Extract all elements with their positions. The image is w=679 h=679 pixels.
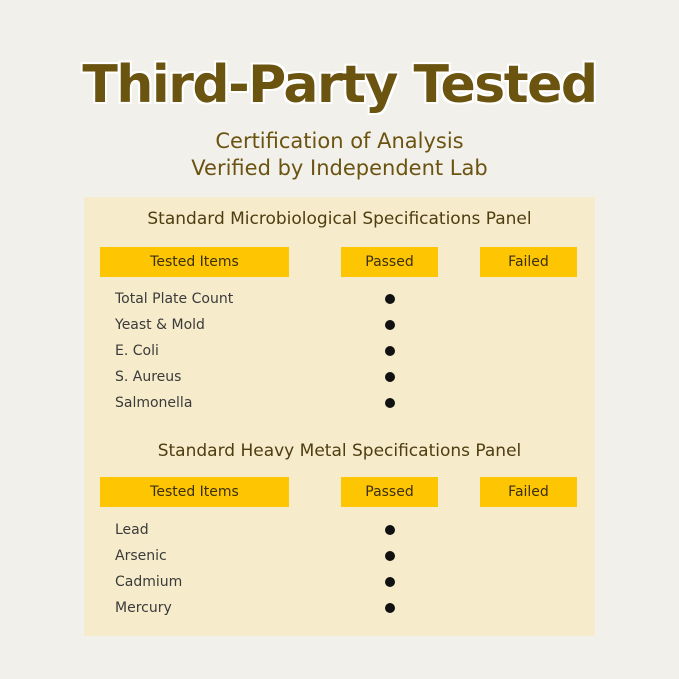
table-row — [84, 364, 595, 390]
bullet-dot-icon — [385, 577, 395, 587]
tested-item-label: S. Aureus — [115, 369, 182, 385]
bullet-dot-icon — [385, 398, 395, 408]
table-row — [84, 338, 595, 364]
results-panel — [84, 197, 595, 636]
bullet-dot-icon — [385, 372, 395, 382]
bullet-dot-icon — [385, 346, 395, 356]
table-row — [84, 286, 595, 312]
metal-header-failed: Failed — [480, 477, 577, 507]
heavy-metal-panel-title: Standard Heavy Metal Specifications Panel — [157, 441, 522, 461]
metal-header-tested-items: Tested Items — [100, 477, 289, 507]
tested-item-label: Yeast & Mold — [115, 317, 205, 333]
micro-header-tested-items: Tested Items — [100, 247, 289, 277]
table-row — [84, 595, 595, 621]
tested-item-label: Mercury — [115, 600, 172, 616]
tested-item-label: Lead — [115, 522, 149, 538]
bullet-dot-icon — [385, 525, 395, 535]
tested-item-label: Total Plate Count — [115, 291, 234, 307]
microbiological-panel-title: Standard Microbiological Specifications Panel — [147, 209, 532, 229]
table-row — [84, 390, 595, 416]
micro-header-failed: Failed — [480, 247, 577, 277]
tested-item-label: Cadmium — [115, 574, 183, 590]
metal-header-passed: Passed — [341, 477, 438, 507]
table-row — [84, 543, 595, 569]
subtitle-verified: Verified by Independent Lab — [191, 156, 488, 180]
bullet-dot-icon — [385, 551, 395, 561]
table-row — [84, 312, 595, 338]
bullet-dot-icon — [385, 294, 395, 304]
page-title: Third-Party Tested — [82, 55, 597, 115]
table-row — [84, 569, 595, 595]
bullet-dot-icon — [385, 603, 395, 613]
table-row — [84, 517, 595, 543]
tested-item-label: Arsenic — [115, 548, 167, 564]
micro-header-passed: Passed — [341, 247, 438, 277]
tested-item-label: E. Coli — [115, 343, 159, 359]
subtitle-certification: Certification of Analysis — [215, 129, 464, 153]
tested-item-label: Salmonella — [115, 395, 193, 411]
bullet-dot-icon — [385, 320, 395, 330]
